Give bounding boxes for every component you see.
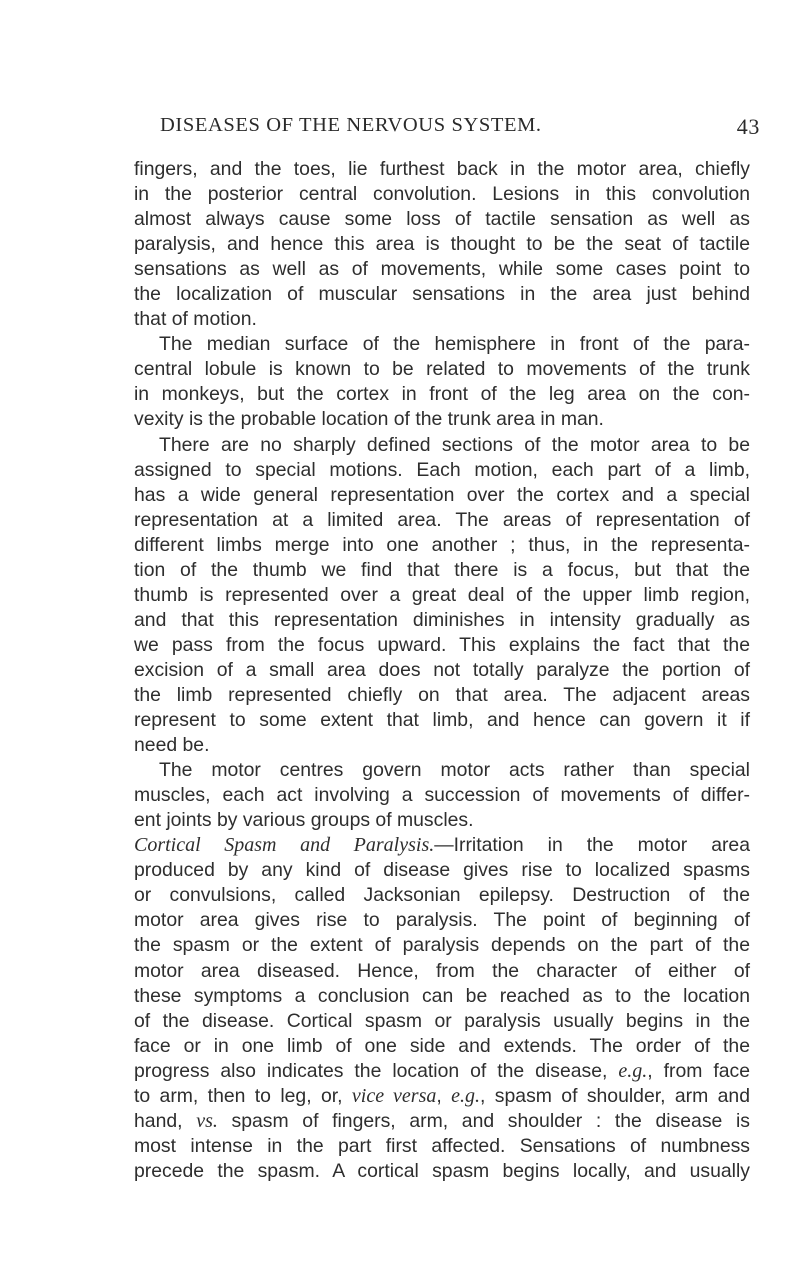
section-heading: Cortical Spasm and Paralysis. — [134, 834, 435, 857]
text-line — [134, 1059, 750, 1084]
page-number: 43 — [736, 114, 760, 139]
text-run: hand, — [134, 1109, 197, 1132]
text-line: has a wide general representation over the cortex and a special — [134, 483, 750, 506]
text-line: muscles, each act involving a succession of movements of differ- — [134, 784, 750, 807]
text-line: The median surface of the hemisphere in front of the para- — [159, 333, 750, 356]
text-line: motor area gives rise to paralysis. The point of beginning of — [134, 909, 750, 932]
text-line — [134, 1109, 750, 1134]
text-run: progress also indicates the location of the disease, — [134, 1059, 619, 1082]
text-line: representation at a limited area. The areas of representation of — [134, 508, 750, 531]
body-text — [134, 157, 750, 1184]
text-line: face or in one limb of one side and extends. The order of the — [134, 1034, 750, 1057]
text-line: The motor centres govern motor acts rather than special — [159, 759, 750, 782]
text-line — [134, 1084, 750, 1109]
text-line: or convulsions, called Jacksonian epilepsy. Destruction of the — [134, 884, 750, 907]
section-paragraph — [134, 858, 750, 1058]
paragraphs — [134, 157, 750, 833]
italic-abbrev: vs. — [196, 1109, 218, 1132]
text-line: excision of a small area does not totally paralyze the portion of — [134, 658, 750, 681]
text-line: thumb is represented over a great deal of the upper limb region, — [134, 583, 750, 606]
text-line: precede the spasm. A cortical spasm begins locally, and usually — [134, 1159, 750, 1182]
text-line: represent to some extent that limb, and hence can govern it if — [134, 709, 750, 732]
text-line: the localization of muscular sensations in the area just behind — [134, 283, 750, 306]
text-line: assigned to special motions. Each motion, each part of a limb, — [134, 458, 750, 481]
italic-phrase: vice versa — [351, 1084, 437, 1107]
text-line: need be. — [134, 734, 210, 757]
text-line: There are no sharply defined sections of the motor area to be — [159, 433, 750, 456]
text-line: and that this representation diminishes in intensity gradually as — [134, 608, 750, 631]
text-run: , from face — [647, 1059, 750, 1082]
italic-abbrev: e.g. — [451, 1084, 481, 1107]
italic-abbrev: e.g. — [618, 1059, 648, 1082]
text-line: tion of the thumb we find that there is a focus, but that the — [134, 558, 750, 581]
text-line: almost always cause some loss of tactile sensation as well as — [134, 208, 750, 231]
text-line: paralysis, and hence this area is thought to be the seat of tactile — [134, 233, 750, 256]
text-line: these symptoms a conclusion can be reached as to the location — [134, 984, 750, 1007]
text-line: motor area diseased. Hence, from the character of either of — [134, 959, 750, 982]
section-heading-rest: —Irritation in the motor area — [434, 834, 750, 857]
text-run: , — [436, 1084, 452, 1107]
text-run: spasm of fingers, arm, and shoulder : the disease is — [217, 1109, 750, 1132]
text-line: of the disease. Cortical spasm or paralysis usually begins in the — [134, 1009, 750, 1032]
text-line: produced by any kind of disease gives rise to localized spasms — [134, 859, 750, 882]
text-line: the limb represented chiefly on that area. The adjacent areas — [134, 683, 750, 706]
text-line: ent joints by various groups of muscles. — [134, 809, 474, 832]
text-run: to arm, then to leg, or, — [134, 1084, 352, 1107]
text-line: most intense in the part first affected. Sensations of numbness — [134, 1134, 750, 1157]
text-line: different limbs merge into one another ; thus, in the representa- — [134, 533, 750, 556]
running-head-title: DISEASES OF THE NERVOUS SYSTEM. — [160, 114, 542, 136]
text-line: vexity is the probable location of the trunk area in man. — [134, 408, 604, 431]
text-line: fingers, and the toes, lie furthest back in the motor area, chiefly — [134, 158, 750, 180]
text-line: the spasm or the extent of paralysis depends on the part of the — [134, 934, 750, 957]
text-line: sensations as well as of movements, while some cases point to — [134, 258, 750, 281]
running-head — [160, 114, 760, 138]
text-run: , spasm of shoulder, arm and — [480, 1084, 750, 1107]
section-heading-line — [134, 833, 750, 858]
text-line: central lobule is known to be related to movements of the trunk — [134, 358, 750, 381]
text-line: that of motion. — [134, 308, 257, 331]
text-line: in the posterior central convolution. Lesions in this convolution — [134, 183, 750, 206]
text-line: we pass from the focus upward. This explains the fact that the — [134, 633, 750, 656]
section-paragraph-tail — [134, 1134, 750, 1184]
text-line: in monkeys, but the cortex in front of the leg area on the con- — [134, 383, 750, 406]
